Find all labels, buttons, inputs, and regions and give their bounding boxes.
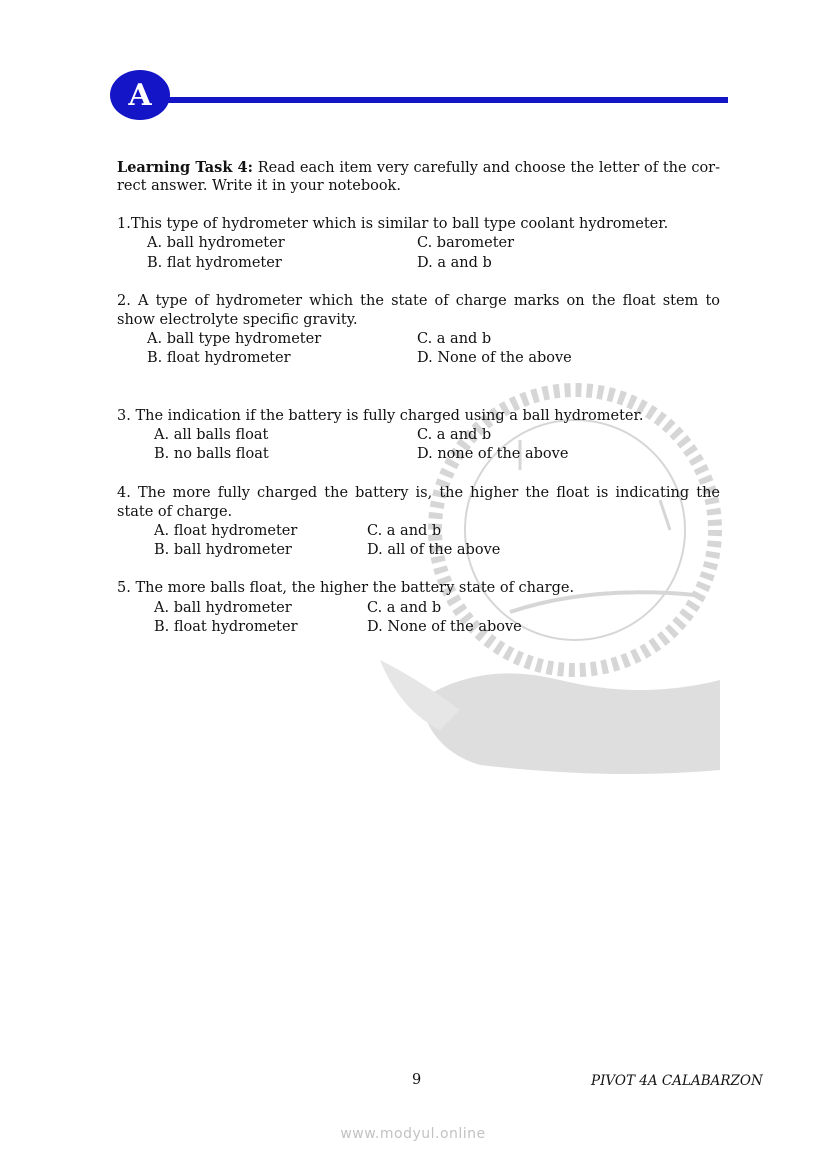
task-title: Learning Task 4:	[117, 159, 253, 176]
section-badge-letter: A	[128, 77, 152, 113]
question-4-option-b: B. ball hydrometer	[154, 542, 292, 558]
question-1-option-d: D. a and b	[417, 255, 492, 271]
question-2-option-d: D. None of the above	[417, 350, 572, 366]
question-3-option-c: C. a and b	[417, 427, 492, 443]
question-4-option-a: A. float hydrometer	[154, 523, 298, 539]
question-2-option-c: C. a and b	[417, 331, 492, 347]
question-3-option-b: B. no balls float	[154, 446, 269, 462]
question-4-text-line1: 4. The more fully charged the battery is, the higher the float is indicating the	[117, 485, 720, 501]
question-5-option-d: D. None of the above	[367, 619, 522, 635]
question-5-option-b: B. float hydrometer	[154, 619, 298, 635]
site-watermark: www.modyul.online	[340, 1126, 486, 1142]
task-instruction-line1	[117, 158, 720, 178]
header-rule	[168, 97, 728, 103]
page-number: 9	[412, 1072, 422, 1088]
question-2-option-a: A. ball type hydrometer	[147, 331, 322, 347]
question-1-option-c: C. barometer	[417, 235, 515, 251]
question-2-option-b: B. float hydrometer	[147, 350, 291, 366]
question-2-text-line2: show electrolyte specific gravity.	[117, 312, 358, 328]
question-5-option-c: C. a and b	[367, 600, 442, 616]
question-2-text-line1: 2. A type of hydrometer which the state of charge marks on the float stem to	[117, 293, 720, 309]
question-1-option-b: B. flat hydrometer	[147, 255, 282, 271]
question-1-option-a: A. ball hydrometer	[147, 235, 285, 251]
question-1-text: 1.This type of hydrometer which is similar to ball type coolant hydrometer.	[117, 216, 669, 232]
question-3-text: 3. The indication if the battery is fully charged using a ball hydrometer.	[117, 408, 644, 424]
question-3-option-d: D. none of the above	[417, 446, 569, 462]
task-instruction-line2: rect answer. Write it in your notebook.	[117, 178, 401, 194]
question-3-option-a: A. all balls float	[154, 427, 269, 443]
question-4-option-d: D. all of the above	[367, 542, 501, 558]
question-4-text-line2: state of charge.	[117, 504, 233, 520]
question-5-option-a: A. ball hydrometer	[154, 600, 292, 616]
question-4-option-c: C. a and b	[367, 523, 442, 539]
footer-brand: PIVOT 4A CALABARZON	[591, 1073, 763, 1089]
task-instruction-text1: Read each item very carefully and choose the letter of the cor-	[257, 160, 721, 176]
section-badge	[110, 70, 170, 120]
question-5-text: 5. The more balls float, the higher the battery state of charge.	[117, 580, 575, 596]
